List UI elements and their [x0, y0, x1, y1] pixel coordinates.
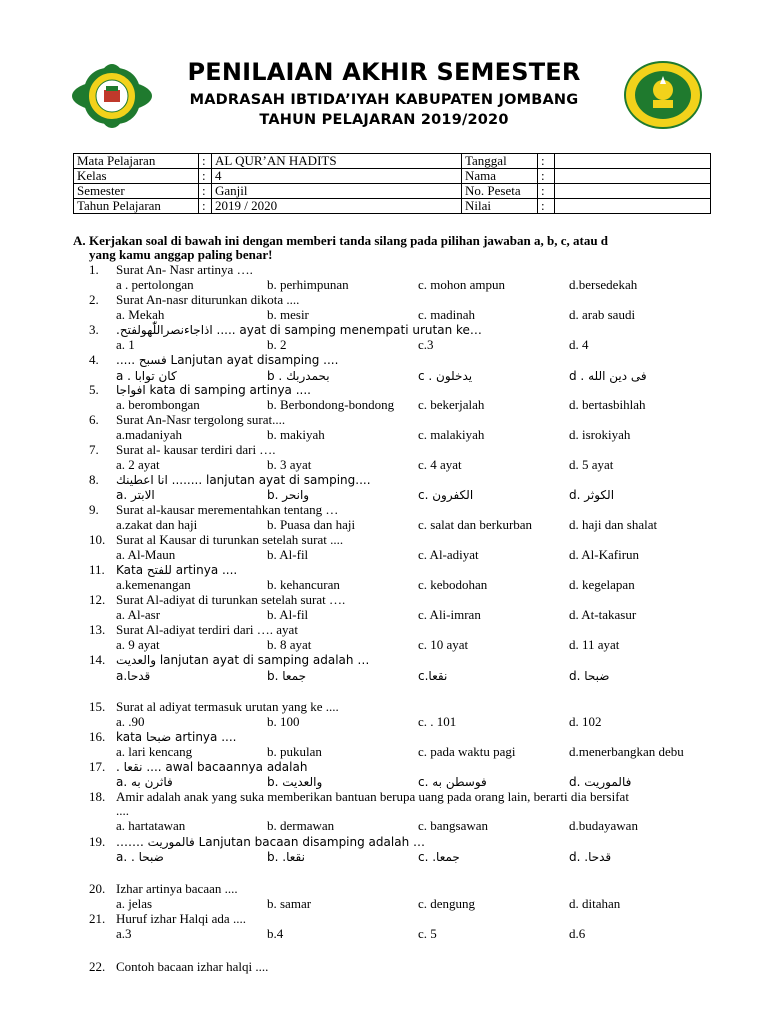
option-d[interactable]: d. ditahan	[569, 896, 621, 911]
option-a[interactable]: a. berombongan	[116, 397, 200, 412]
question-number: 8.	[89, 472, 99, 487]
option-b[interactable]: b. 3 ayat	[267, 457, 312, 472]
school-name: MADRASAH IBTIDA’IYAH KABUPATEN JOMBANG	[189, 92, 579, 108]
option-d[interactable]: d.6	[569, 926, 586, 941]
option-d[interactable]: d. فالموريت	[569, 775, 632, 789]
option-a[interactable]: a. .90	[116, 714, 145, 729]
option-c[interactable]: c. الكفرون	[418, 488, 474, 502]
question-text: Surat An-nasr diturunkan dikota ....	[116, 292, 300, 307]
question-text: Surat al- kausar terdiri dari ….	[116, 442, 276, 457]
question-text: Surat An- Nasr artinya ….	[116, 262, 253, 277]
question-number: 2.	[89, 292, 99, 307]
option-b[interactable]: b. makiyah	[267, 427, 325, 442]
question-number: 15.	[89, 699, 106, 714]
option-a[interactable]: a. فاثرن به	[116, 775, 173, 789]
option-b[interactable]: b. mesir	[267, 307, 309, 322]
option-b[interactable]: b. Puasa dan haji	[267, 517, 356, 532]
option-d[interactable]: d.budayawan	[569, 818, 638, 833]
option-b[interactable]: b. .نقعا	[267, 850, 305, 864]
info-label: Semester	[74, 184, 199, 199]
option-b[interactable]: b. samar	[267, 896, 312, 911]
option-a[interactable]: a.3	[116, 926, 132, 941]
question-text: ……. فالموريت Lanjutan bacaan disamping adalah …	[116, 835, 425, 849]
option-d[interactable]: d. 4	[569, 337, 589, 352]
question-number: 4.	[89, 352, 99, 367]
question-text: Surat al-kausar merementahkan tentang …	[116, 502, 339, 517]
option-b[interactable]: b. kehancuran	[267, 577, 340, 592]
question-text: Surat An-Nasr tergolong surat....	[116, 412, 286, 427]
option-b[interactable]: b. dermawan	[267, 818, 335, 833]
question-number: 6.	[89, 412, 99, 427]
question-number: 13.	[89, 622, 106, 637]
info-value[interactable]	[555, 184, 711, 199]
option-d[interactable]: d. Al-Kafirun	[569, 547, 640, 562]
option-b[interactable]: b. perhimpunan	[267, 277, 349, 292]
info-label: Nilai	[462, 199, 538, 214]
option-a[interactable]: a.zakat dan haji	[116, 517, 198, 532]
option-d[interactable]: d. isrokiyah	[569, 427, 631, 442]
question-number: 18.	[89, 789, 106, 804]
option-c[interactable]: c. mohon ampun	[418, 277, 506, 292]
instruction-line-2: yang kamu anggap paling benar!	[89, 247, 273, 262]
option-a[interactable]: a. hartatawan	[116, 818, 186, 833]
page-title: PENILAIAN AKHIR SEMESTER	[187, 58, 581, 86]
question-number: 9.	[89, 502, 99, 517]
question-number: 5.	[89, 382, 99, 397]
option-b[interactable]: b. 100	[267, 714, 300, 729]
option-c[interactable]: c. malakiyah	[418, 427, 485, 442]
option-b[interactable]: b. 8 ayat	[267, 637, 312, 652]
option-c[interactable]: c. dengung	[418, 896, 476, 911]
question-number: 14.	[89, 652, 106, 667]
option-a[interactable]: a. lari kencang	[116, 744, 193, 759]
question-number: 3.	[89, 322, 99, 337]
question-number: 11.	[89, 562, 105, 577]
info-colon: :	[538, 199, 555, 214]
info-colon: :	[199, 169, 212, 184]
info-colon: :	[199, 154, 212, 169]
question-number: 21.	[89, 911, 106, 926]
question-text: افواجا kata di samping artinya ....	[116, 383, 311, 397]
question-text: ..... فسبح Lanjutan ayat disamping ....	[116, 353, 339, 367]
question-text: Huruf izhar Halqi ada ....	[116, 911, 246, 926]
option-a[interactable]: a. 1	[116, 337, 135, 352]
option-d[interactable]: d. .قدحا	[569, 850, 612, 864]
question-number: 1.	[89, 262, 99, 277]
option-a[interactable]: a.madaniyah	[116, 427, 183, 442]
option-c[interactable]: c. salat dan berkurban	[418, 517, 533, 532]
option-c[interactable]: c. kebodohan	[418, 577, 488, 592]
option-d[interactable]: d. 11 ayat	[569, 637, 620, 652]
question-text: Surat al Kausar di turunkan setelah surat ....	[116, 532, 344, 547]
option-c[interactable]: c. 4 ayat	[418, 457, 462, 472]
option-a[interactable]: a . كان توابا	[116, 369, 177, 383]
option-d[interactable]: d. kegelapan	[569, 577, 635, 592]
option-b[interactable]: b. وانحر	[267, 488, 310, 502]
question-text: Izhar artinya bacaan ....	[116, 881, 238, 896]
info-label: Mata Pelajaran	[74, 154, 199, 169]
question-number: 22.	[89, 959, 106, 974]
option-a[interactable]: a. 9 ayat	[116, 637, 160, 652]
question-text: Surat al adiyat termasuk urutan yang ke ....	[116, 699, 339, 714]
question-text: Surat Al-adiyat di turunkan setelah surat ….	[116, 592, 346, 607]
option-c[interactable]: c. Ali-imran	[418, 607, 481, 622]
option-c[interactable]: c.نقعا	[418, 669, 448, 683]
section-letter: A.	[73, 233, 86, 248]
option-b[interactable]: b.4	[267, 926, 284, 941]
option-d[interactable]: d. haji dan shalat	[569, 517, 658, 532]
option-d[interactable]: d. At-takasur	[569, 607, 637, 622]
info-label: Tahun Pelajaran	[74, 199, 199, 214]
question-text: Amir adalah anak yang suka memberikan bantuan berupa uang pada orang lain, berarti dia bersifat	[116, 789, 629, 804]
question-number: 10.	[89, 532, 106, 547]
option-d[interactable]: d. الكوثر	[569, 488, 615, 502]
option-a[interactable]: a . pertolongan	[116, 277, 194, 292]
question-text: kata ضبحا artinya ....	[116, 730, 237, 744]
option-a[interactable]: a. 2 ayat	[116, 457, 160, 472]
option-d[interactable]: d. arab saudi	[569, 307, 636, 322]
option-d[interactable]: d.menerbangkan debu	[569, 744, 684, 759]
option-a[interactable]: a. . ضبحا	[116, 850, 164, 864]
info-value[interactable]: Ganjil	[212, 184, 462, 199]
option-a[interactable]: a. Mekah	[116, 307, 165, 322]
option-d[interactable]: d. 5 ayat	[569, 457, 614, 472]
question-number: 12.	[89, 592, 106, 607]
option-c[interactable]: c. .جمعا	[418, 850, 460, 864]
info-value[interactable]	[555, 169, 711, 184]
option-a[interactable]: a. الابتر	[116, 488, 155, 502]
info-value[interactable]: 2019 / 2020	[212, 199, 462, 214]
info-label: No. Peseta	[462, 184, 538, 199]
question-number: 7.	[89, 442, 99, 457]
option-b[interactable]: b. 2	[267, 337, 287, 352]
question-text: . نقعا .... awal bacaannya adalah	[116, 760, 308, 774]
academic-year: TAHUN PELAJARAN 2019/2020	[259, 112, 509, 128]
option-a[interactable]: a.قدحا	[116, 669, 151, 683]
question-number: 17.	[89, 759, 106, 774]
option-c[interactable]: c.3	[418, 337, 434, 352]
info-colon: :	[538, 184, 555, 199]
option-c[interactable]: c. pada waktu pagi	[418, 744, 516, 759]
option-c[interactable]: c . يدخلون	[418, 369, 473, 383]
info-row	[74, 154, 711, 169]
info-colon: :	[538, 169, 555, 184]
info-row	[74, 199, 711, 214]
option-c[interactable]: c. 10 ayat	[418, 637, 469, 652]
option-c[interactable]: c. bangsawan	[418, 818, 489, 833]
option-b[interactable]: b. pukulan	[267, 744, 322, 759]
option-c[interactable]: c. Al-adiyat	[418, 547, 479, 562]
question-text: Contoh bacaan izhar halqi ....	[116, 959, 269, 974]
question-number: 16.	[89, 729, 106, 744]
option-d[interactable]: d . فى دين الله	[569, 369, 647, 383]
option-d[interactable]: d. 102	[569, 714, 602, 729]
option-c[interactable]: c. bekerjalah	[418, 397, 485, 412]
option-c[interactable]: c. فوسطن به	[418, 775, 487, 789]
info-value[interactable]: AL QUR’AN HADITS	[212, 154, 462, 169]
question-text: Surat Al-adiyat terdiri dari …. ayat	[116, 622, 298, 637]
question-number: 20.	[89, 881, 106, 896]
option-b[interactable]: b. والعديت	[267, 775, 323, 789]
option-d[interactable]: d. ضبحا	[569, 669, 610, 683]
info-colon: :	[538, 154, 555, 169]
info-row	[74, 169, 711, 184]
info-row	[74, 184, 711, 199]
info-label: Kelas	[74, 169, 199, 184]
option-b[interactable]: b. Al-fil	[267, 607, 309, 622]
info-label: Tanggal	[462, 154, 538, 169]
student-info-table	[73, 153, 711, 214]
option-a[interactable]: a.kemenangan	[116, 577, 191, 592]
question-text: والعديت lanjutan ayat di samping adalah …	[116, 653, 370, 667]
question-text: انا اعطينك ........ lanjutan ayat di samping....	[116, 473, 371, 487]
option-c[interactable]: c. . 101	[418, 714, 457, 729]
option-a[interactable]: a. Al-Maun	[116, 547, 176, 562]
option-a[interactable]: a. jelas	[116, 896, 153, 911]
option-b[interactable]: b . بحمدربك	[267, 369, 330, 383]
question-number: 19.	[89, 834, 106, 849]
option-b[interactable]: b. Al-fil	[267, 547, 309, 562]
info-value[interactable]	[555, 154, 711, 169]
option-d[interactable]: d.bersedekah	[569, 277, 638, 292]
info-value[interactable]: 4	[212, 169, 462, 184]
option-c[interactable]: c. madinah	[418, 307, 476, 322]
info-value[interactable]	[555, 199, 711, 214]
info-colon: :	[199, 199, 212, 214]
option-b[interactable]: b. جمعا	[267, 669, 307, 683]
option-a[interactable]: a. Al-asr	[116, 607, 161, 622]
option-b[interactable]: b. Berbondong-bondong	[267, 397, 395, 412]
instruction-line-1: Kerjakan soal di bawah ini dengan memberi tanda silang pada pilihan jawaban a, b, c, atau d	[89, 233, 609, 248]
info-colon: :	[199, 184, 212, 199]
question-text: .اذاجاءنصراللّٰهولفتح ..... ayat di samping menempati urutan ke…	[116, 323, 482, 337]
option-d[interactable]: d. bertasbihlah	[569, 397, 646, 412]
option-c[interactable]: c. 5	[418, 926, 437, 941]
info-label: Nama	[462, 169, 538, 184]
question-text: Kata للفتح artinya ....	[116, 563, 238, 577]
question-text-continued: ....	[116, 803, 129, 818]
